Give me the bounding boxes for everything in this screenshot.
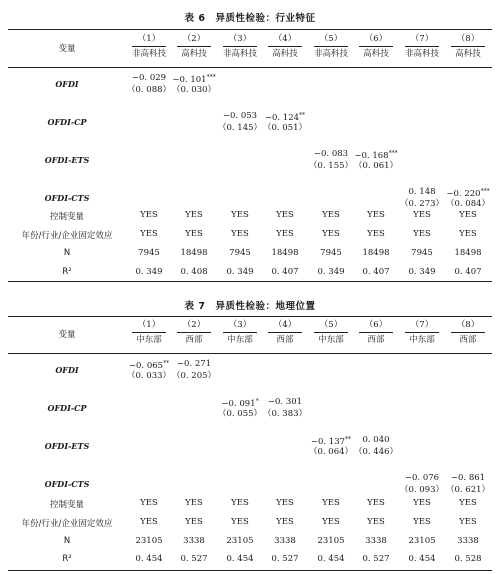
footer-value: YES <box>231 229 249 239</box>
column-number: （6） <box>364 320 388 330</box>
column-label: 非高科技 <box>222 49 257 59</box>
column-underline <box>177 46 211 47</box>
column-number: （8） <box>456 34 480 44</box>
standard-error: （0. 155） <box>308 161 354 171</box>
footer-value: 18498 <box>271 248 299 258</box>
footer-value: 0. 407 <box>362 267 390 277</box>
coefficient-value: −0. 065 <box>128 361 164 371</box>
coefficient <box>126 73 172 83</box>
column-underline <box>177 332 211 333</box>
footer-value: 0. 407 <box>454 267 482 277</box>
footer-value: 0. 408 <box>180 267 208 277</box>
row-label-variable: OFDI-CTS <box>44 193 90 203</box>
column-label: 西部 <box>276 335 294 345</box>
coefficient <box>262 397 308 407</box>
coefficient <box>217 111 263 121</box>
table-7 <box>8 290 492 572</box>
significance-stars: *** <box>388 150 398 157</box>
column-label: 高科技 <box>272 49 298 59</box>
significance-stars: *** <box>480 188 490 195</box>
footer-value: 3338 <box>274 536 296 546</box>
coefficient-value: −0. 124 <box>264 113 300 123</box>
column-underline <box>359 46 393 47</box>
footer-value: 18498 <box>362 248 390 258</box>
standard-error: （0. 273） <box>399 199 445 209</box>
footer-value: YES <box>185 229 203 239</box>
standard-error: （0. 145） <box>217 123 263 133</box>
footer-value: 0. 454 <box>135 554 163 564</box>
coefficient <box>126 359 172 371</box>
coefficient <box>217 397 263 409</box>
footer-value: YES <box>459 498 477 508</box>
column-underline <box>405 46 439 47</box>
coefficient <box>353 435 399 445</box>
coefficient-value: −0. 271 <box>176 359 212 369</box>
variable-header: 变量 <box>58 330 76 340</box>
footer-value: 7945 <box>138 248 160 258</box>
top-rule <box>8 316 492 317</box>
standard-error: （0. 061） <box>353 161 399 171</box>
row-label: N <box>63 536 71 546</box>
footer-value: 0. 454 <box>317 554 345 564</box>
row-label-variable: OFDI <box>55 79 79 89</box>
column-number: （5） <box>319 320 343 330</box>
column-number: （4） <box>273 320 297 330</box>
coefficient <box>308 149 354 159</box>
top-rule <box>8 29 492 30</box>
column-underline <box>132 46 166 47</box>
coefficient-value: −0. 168 <box>354 151 389 161</box>
column-label: 高科技 <box>181 49 207 59</box>
table-6 <box>8 4 492 288</box>
footer-value: YES <box>459 517 477 527</box>
row-label: R² <box>62 267 72 277</box>
column-number: （8） <box>456 320 480 330</box>
coefficient-value: −0. 091 <box>221 399 256 409</box>
standard-error: （0. 064） <box>308 447 354 457</box>
footer-value: YES <box>231 498 249 508</box>
column-number: （2） <box>182 320 206 330</box>
footer-value: 0. 349 <box>408 267 436 277</box>
footer-value: YES <box>413 517 431 527</box>
footer-value: 23105 <box>317 536 345 546</box>
footer-value: 0. 407 <box>271 267 299 277</box>
footer-value: YES <box>322 498 340 508</box>
column-label: 中东部 <box>136 335 162 345</box>
footer-value: YES <box>276 498 294 508</box>
coefficient-value: −0. 076 <box>404 473 440 483</box>
footer-value: 0. 349 <box>226 267 254 277</box>
table-7-caption: 表 7 异质性检验：地理位置 <box>184 301 316 312</box>
footer-value: YES <box>459 210 477 220</box>
column-label: 西部 <box>459 335 477 345</box>
column-number: （1） <box>137 34 161 44</box>
footer-value: 0. 527 <box>180 554 208 564</box>
column-underline <box>359 332 393 333</box>
column-underline <box>451 332 485 333</box>
footer-value: 3338 <box>183 536 205 546</box>
row-label-variable: OFDI-ETS <box>44 155 90 165</box>
significance-stars: ** <box>163 360 170 367</box>
footer-value: YES <box>231 210 249 220</box>
coefficient <box>399 473 445 483</box>
footer-value: YES <box>322 210 340 220</box>
row-label: 年份/行业/企业固定效应 <box>21 519 113 529</box>
row-label: R² <box>62 554 72 564</box>
row-label: 年份/行业/企业固定效应 <box>21 231 113 241</box>
column-underline <box>223 46 257 47</box>
row-label-variable: OFDI <box>55 365 79 375</box>
footer-value: YES <box>413 229 431 239</box>
footer-value: YES <box>413 210 431 220</box>
footer-value: YES <box>185 517 203 527</box>
standard-error: （0. 033） <box>126 371 172 381</box>
footer-value: 18498 <box>180 248 208 258</box>
column-label: 高科技 <box>363 49 389 59</box>
footer-value: YES <box>413 498 431 508</box>
footer-value: 0. 349 <box>135 267 163 277</box>
column-label: 中东部 <box>227 335 253 345</box>
column-number: （3） <box>228 34 252 44</box>
footer-value: YES <box>367 229 385 239</box>
standard-error: （0. 030） <box>171 85 217 95</box>
footer-value: YES <box>140 517 158 527</box>
column-underline <box>132 332 166 333</box>
column-number: （7） <box>410 320 434 330</box>
coefficient <box>171 73 217 85</box>
variable-header: 变量 <box>58 44 76 54</box>
footer-value: 23105 <box>408 536 436 546</box>
footer-value: YES <box>276 210 294 220</box>
header-rule <box>8 67 492 68</box>
column-label: 中东部 <box>318 335 344 345</box>
footer-value: 3338 <box>365 536 387 546</box>
coefficient-value: −0. 029 <box>131 73 167 83</box>
standard-error: （0. 093） <box>399 485 445 495</box>
column-number: （4） <box>273 34 297 44</box>
column-underline <box>268 332 302 333</box>
column-number: （2） <box>182 34 206 44</box>
footer-value: 0. 527 <box>271 554 299 564</box>
column-underline <box>223 332 257 333</box>
coefficient <box>262 111 308 123</box>
significance-stars: ** <box>345 436 352 443</box>
footer-value: YES <box>322 517 340 527</box>
footer-value: YES <box>140 229 158 239</box>
footer-value: YES <box>140 498 158 508</box>
footer-value: YES <box>276 517 294 527</box>
row-label: 控制变量 <box>49 500 84 510</box>
footer-value: 7945 <box>320 248 342 258</box>
coefficient-value: −0. 053 <box>222 111 258 121</box>
coefficient <box>308 435 354 447</box>
footer-value: 0. 349 <box>317 267 345 277</box>
coefficient-value: −0. 083 <box>313 149 349 159</box>
coefficient-value: −0. 137 <box>310 437 346 447</box>
standard-error: （0. 621） <box>445 485 491 495</box>
coefficient-value: −0. 301 <box>267 397 303 407</box>
footer-value: 0. 528 <box>454 554 482 564</box>
bottom-rule <box>8 281 492 282</box>
standard-error: （0. 383） <box>262 409 308 419</box>
footer-value: 0. 454 <box>408 554 436 564</box>
footer-value: 7945 <box>411 248 433 258</box>
column-underline <box>451 46 485 47</box>
coefficient <box>171 359 217 369</box>
row-label-variable: OFDI-CP <box>47 117 87 127</box>
footer-value: 7945 <box>229 248 251 258</box>
coefficient-value: −0. 101 <box>172 75 207 85</box>
standard-error: （0. 055） <box>217 409 263 419</box>
bottom-rule <box>8 570 492 571</box>
column-underline <box>268 46 302 47</box>
significance-stars: ** <box>299 112 306 119</box>
footer-value: YES <box>322 229 340 239</box>
footer-value: YES <box>459 229 477 239</box>
column-underline <box>405 332 439 333</box>
footer-value: YES <box>276 229 294 239</box>
footer-value: 0. 527 <box>362 554 390 564</box>
footer-value: YES <box>367 210 385 220</box>
row-label: 控制变量 <box>49 212 84 222</box>
significance-stars: *** <box>206 74 216 81</box>
footer-value: 3338 <box>457 536 479 546</box>
column-label: 中东部 <box>409 335 435 345</box>
footer-value: YES <box>140 210 158 220</box>
coefficient-value: 0. 040 <box>362 435 390 445</box>
row-label-variable: OFDI-CTS <box>44 479 90 489</box>
footer-value: 18498 <box>454 248 482 258</box>
coefficient-value: −0. 220 <box>446 189 481 199</box>
standard-error: （0. 446） <box>353 447 399 457</box>
column-label: 高科技 <box>455 49 481 59</box>
standard-error: （0. 051） <box>262 123 308 133</box>
column-number: （6） <box>364 34 388 44</box>
footer-value: YES <box>367 498 385 508</box>
footer-value: 23105 <box>226 536 254 546</box>
footer-value: YES <box>185 498 203 508</box>
column-label: 非高科技 <box>131 49 166 59</box>
column-underline <box>314 46 348 47</box>
table-6-caption: 表 6 异质性检验：行业特征 <box>184 13 316 24</box>
column-label: 西部 <box>185 335 203 345</box>
standard-error: （0. 084） <box>445 199 491 209</box>
coefficient <box>445 187 491 199</box>
coefficient-value: 0. 148 <box>408 187 436 197</box>
column-label: 非高科技 <box>313 49 348 59</box>
significance-stars: * <box>255 398 259 405</box>
column-label: 非高科技 <box>404 49 439 59</box>
column-number: （1） <box>137 320 161 330</box>
footer-value: 0. 454 <box>226 554 254 564</box>
footer-value: YES <box>231 517 249 527</box>
coefficient-value: −0. 861 <box>450 473 486 483</box>
row-label-variable: OFDI-CP <box>47 403 87 413</box>
column-label: 西部 <box>367 335 385 345</box>
column-number: （5） <box>319 34 343 44</box>
coefficient <box>399 187 445 197</box>
column-number: （3） <box>228 320 252 330</box>
footer-value: 23105 <box>135 536 163 546</box>
row-label: N <box>63 248 71 258</box>
column-number: （7） <box>410 34 434 44</box>
standard-error: （0. 205） <box>171 371 217 381</box>
coefficient <box>445 473 491 483</box>
footer-value: YES <box>367 517 385 527</box>
row-label-variable: OFDI-ETS <box>44 441 90 451</box>
header-rule <box>8 353 492 354</box>
coefficient <box>353 149 399 161</box>
column-underline <box>314 332 348 333</box>
footer-value: YES <box>185 210 203 220</box>
standard-error: （0. 088） <box>126 85 172 95</box>
